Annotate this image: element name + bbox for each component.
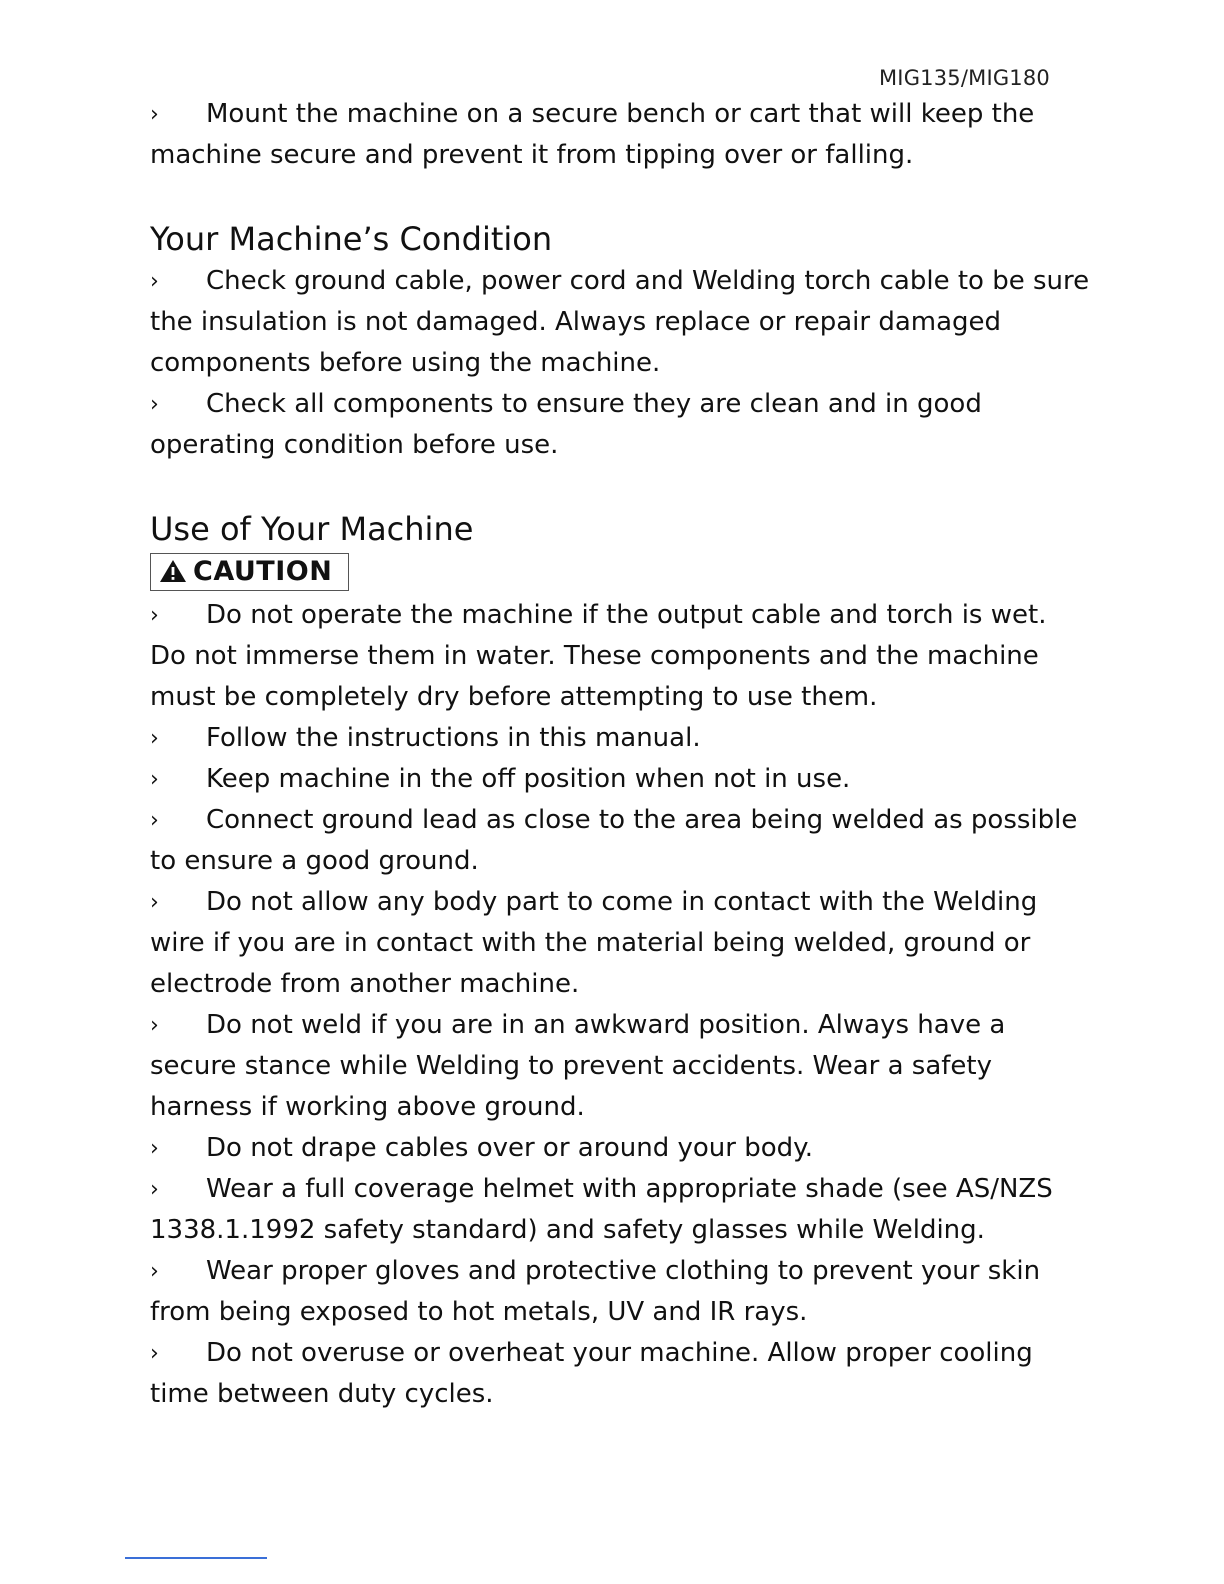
condition-list <box>150 261 1090 466</box>
list-item-text: Follow the instructions in this manual. <box>206 723 701 753</box>
footer-divider <box>125 1557 267 1559</box>
page-header-model: MIG135/MIG180 <box>878 66 1050 90</box>
list-item <box>150 1128 1090 1169</box>
caution-text: CAUTION <box>193 556 333 587</box>
list-item-text: Wear a full coverage helmet with appropriate shade (see AS/NZS 1338.1.1992 safety standard) and safety glasses while Welding. <box>150 1174 1053 1245</box>
list-item-text: Do not operate the machine if the output cable and torch is wet. Do not immerse them in water. These components and the machine must be completely dry before attempting to use them. <box>150 600 1047 712</box>
bullet-icon: › <box>150 1259 159 1284</box>
list-item <box>150 261 1090 384</box>
list-item-text: Do not overuse or overheat your machine. Allow proper cooling time between duty cycles. <box>150 1338 1033 1409</box>
list-item <box>150 718 1090 759</box>
list-item-text: Check all components to ensure they are clean and in good operating condition before use. <box>150 389 982 460</box>
section-title-use: Use of Your Machine <box>150 510 474 548</box>
list-item-text: Keep machine in the off position when not in use. <box>206 764 851 794</box>
warning-triangle-icon <box>159 559 187 583</box>
list-item <box>150 1251 1090 1333</box>
bullet-icon: › <box>150 890 159 915</box>
use-list <box>150 595 1090 1415</box>
bullet-icon: › <box>150 102 159 127</box>
list-item <box>150 882 1090 1005</box>
bullet-icon: › <box>150 269 159 294</box>
list-item-text: Do not weld if you are in an awkward position. Always have a secure stance while Welding to prevent accidents. Wear a safety harness if working above ground. <box>150 1010 1006 1122</box>
list-item <box>150 759 1090 800</box>
document-body <box>150 94 1090 1415</box>
bullet-icon: › <box>150 1013 159 1038</box>
caution-label <box>150 553 349 591</box>
bullet-icon: › <box>150 1341 159 1366</box>
list-item <box>150 1333 1090 1415</box>
intro-list <box>150 94 1090 176</box>
bullet-icon: › <box>150 603 159 628</box>
bullet-icon: › <box>150 808 159 833</box>
list-item <box>150 384 1090 466</box>
list-item-text: Do not allow any body part to come in contact with the Welding wire if you are in contact with the material being welded, ground or electrode from another machine. <box>150 887 1038 999</box>
list-item-text: Wear proper gloves and protective clothing to prevent your skin from being exposed to hot metals, UV and IR rays. <box>150 1256 1041 1327</box>
bullet-icon: › <box>150 1177 159 1202</box>
list-item-text: Mount the machine on a secure bench or cart that will keep the machine secure and prevent it from tipping over or falling. <box>150 99 1035 170</box>
list-item <box>150 595 1090 718</box>
list-item <box>150 1169 1090 1251</box>
list-item-text: Check ground cable, power cord and Welding torch cable to be sure the insulation is not damaged. Always replace or repair damaged components before using the machine. <box>150 266 1090 378</box>
list-item-text: Connect ground lead as close to the area being welded as possible to ensure a good ground. <box>150 805 1078 876</box>
list-item <box>150 94 1090 176</box>
bullet-icon: › <box>150 1136 159 1161</box>
list-item <box>150 800 1090 882</box>
bullet-icon: › <box>150 767 159 792</box>
bullet-icon: › <box>150 726 159 751</box>
list-item-text: Do not drape cables over or around your body. <box>206 1133 814 1163</box>
bullet-icon: › <box>150 392 159 417</box>
list-item <box>150 1005 1090 1128</box>
section-title-condition: Your Machine’s Condition <box>150 220 553 258</box>
